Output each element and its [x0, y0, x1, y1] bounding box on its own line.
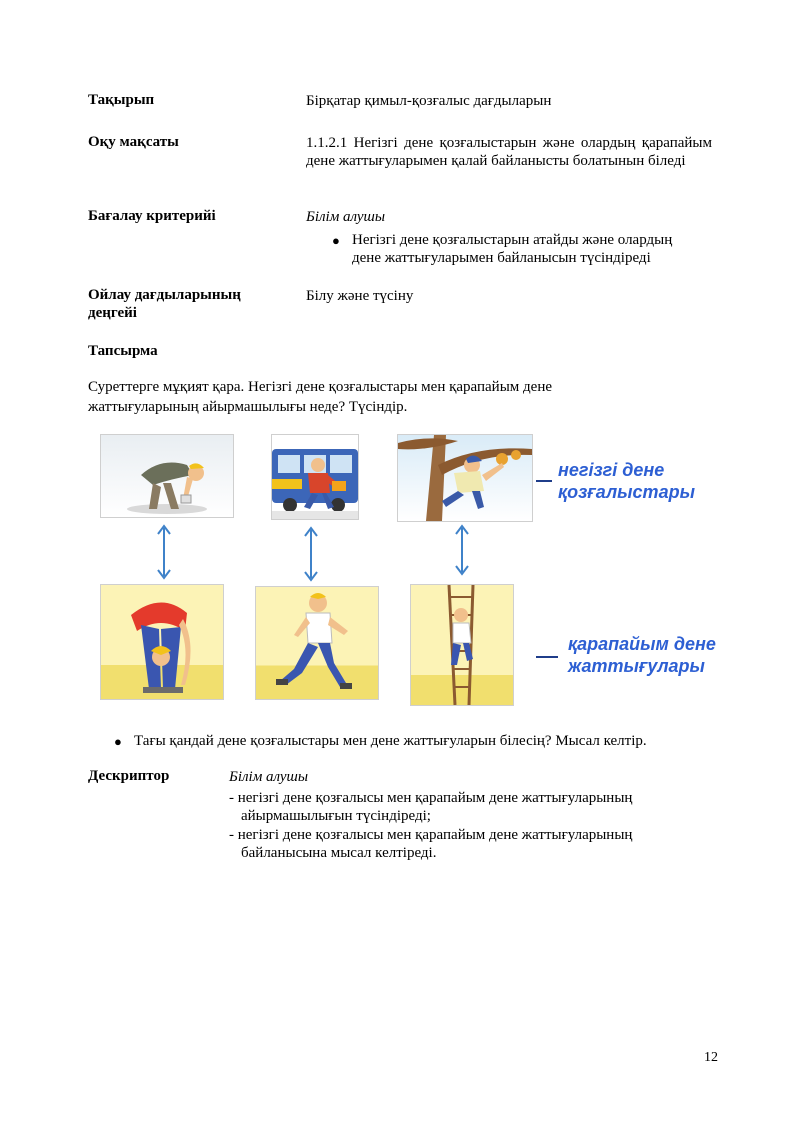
- caption-simple-exercises-line1: қарапайым дене: [568, 634, 716, 654]
- task-text-line1: Суреттерге мұқият қара. Негізгі дене қозғалыстары мен қарапайым дене: [88, 379, 553, 395]
- picture-bending-over: [100, 434, 234, 518]
- objective-value: 1.1.2.1 Негізгі дене қозғалыстарын және олардың қарапайым дене жаттығуларымен қалай байланысты болатынын біледі: [306, 135, 712, 169]
- page-number: 12: [704, 1050, 718, 1065]
- criteria-bullet-line2: дене жаттығуларымен байланысын түсіндіреді: [352, 250, 651, 266]
- picture-forward-bend-exercise: [100, 584, 224, 700]
- double-arrow-icon: [301, 526, 321, 582]
- caption-simple-exercises-line2: жаттығулары: [568, 656, 705, 676]
- descriptor-label: Дескриптор: [88, 768, 170, 784]
- double-arrow-icon: [452, 524, 472, 576]
- thinking-value: Білу және түсіну: [306, 288, 414, 304]
- bullet-icon: ●: [114, 734, 122, 749]
- criteria-intro: Білім алушы: [306, 209, 386, 225]
- bullet-icon: ●: [332, 233, 340, 248]
- thinking-label-line2: деңгейі: [88, 305, 137, 321]
- descriptor-item2-line1: - негізгі дене қозғалысы мен қарапайым дене жаттығуларының: [229, 827, 633, 843]
- descriptor-item1-line1: - негізгі дене қозғалысы мен қарапайым дене жаттығуларының: [229, 790, 633, 806]
- objective-label: Оқу мақсаты: [88, 134, 179, 150]
- task-text-line2: жаттығуларының айырмашылығы неде? Түсіндір.: [88, 399, 408, 415]
- topic-value: Бірқатар қимыл-қозғалыс дағдыларын: [306, 93, 552, 109]
- caption-basic-movements-line2: қозғалыстары: [558, 482, 695, 502]
- caption-dash: [536, 480, 552, 482]
- criteria-bullet-line1: Негізгі дене қозғалыстарын атайды және олардың: [352, 232, 673, 248]
- task-label: Тапсырма: [88, 343, 158, 359]
- caption-dash: [536, 656, 558, 658]
- criteria-label: Бағалау критерийі: [88, 208, 216, 224]
- picture-running-exercise: [255, 586, 379, 700]
- caption-basic-movements-line1: негізгі дене: [558, 460, 665, 480]
- descriptor-intro: Білім алушы: [229, 769, 309, 785]
- picture-ladder-climbing-exercise: [410, 584, 514, 706]
- descriptor-item2-line2: байланысына мысал келтіреді.: [241, 845, 437, 861]
- question-text: Тағы қандай дене қозғалыстары мен дене жаттығуларын білесің? Мысал келтір.: [134, 733, 647, 749]
- thinking-label-line1: Ойлау дағдыларының: [88, 287, 241, 303]
- picture-climbing-tree: [397, 434, 533, 522]
- picture-running-to-bus: [271, 434, 359, 520]
- descriptor-item1-line2: айырмашылығын түсіндіреді;: [241, 808, 431, 824]
- topic-label: Тақырып: [88, 92, 155, 108]
- double-arrow-icon: [154, 524, 174, 580]
